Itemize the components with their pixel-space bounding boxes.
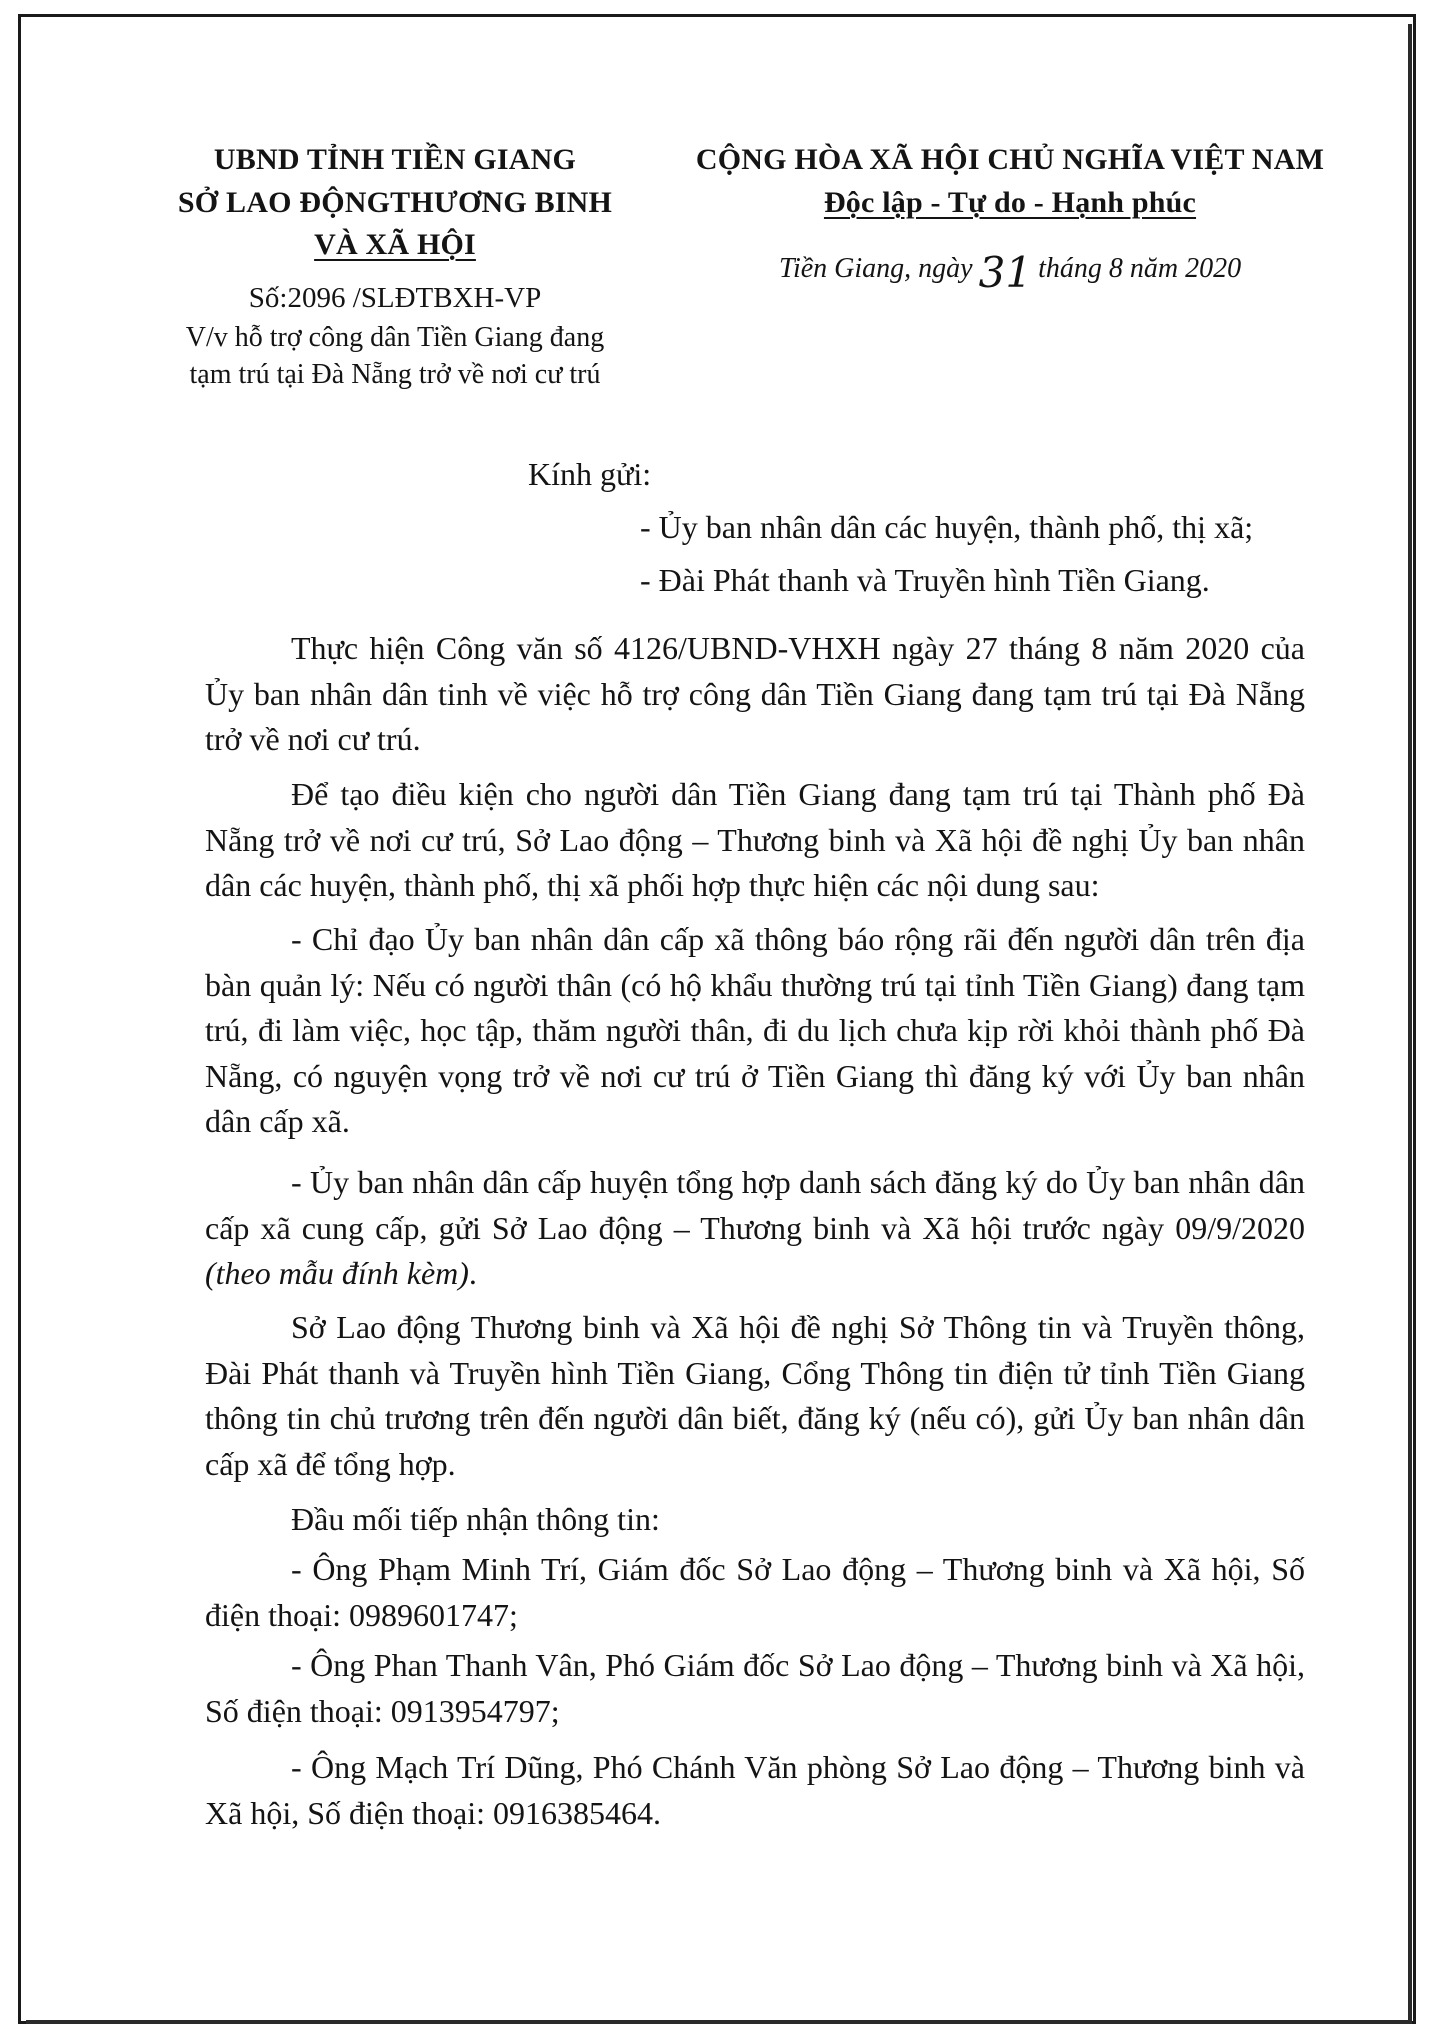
date-suffix: tháng 8 năm 2020 [1038, 253, 1242, 284]
org-line-1: UBND TỈNH TIỀN GIANG [213, 143, 577, 176]
recipient-2: - Đài Phát thanh và Truyền hình Tiền Giang. [640, 562, 1210, 598]
paragraph-1: Thực hiện Công văn số 4126/UBND-VHXH ngày 27 tháng 8 năm 2020 của Ủy ban nhân dân tinh về việc hỗ trợ công dân Tiền Giang đang tạm trú tại Đà Nẵng trở về nơi cư trú. [205, 630, 1305, 757]
date-prefix: Tiền Giang, ngày [778, 253, 973, 284]
paragraph-4-italic: (theo mẫu đính kèm) [205, 1255, 469, 1291]
contact-3: - Ông Mạch Trí Dũng, Phó Chánh Văn phòng Sở Lao động – Thương binh và Xã hội, Số điện thoại: 0916385464. [205, 1749, 1305, 1831]
org-line-2: SỞ LAO ĐỘNGTHƯƠNG BINH [177, 186, 613, 219]
country-name: CỘNG HÒA XÃ HỘI CHỦ NGHĨA VIỆT NAM [695, 143, 1325, 176]
subject-line-2: tạm trú tại Đà Nẵng trở về nơi cư trú [189, 359, 601, 390]
recipient-1: - Ủy ban nhân dân các huyện, thành phố, thị xã; [640, 509, 1254, 545]
motto [680, 186, 1340, 220]
date-day: 31 [978, 248, 1033, 297]
document-date [680, 238, 1340, 297]
motto-text: Độc lập - Tự do - Hạnh phúc [823, 186, 1197, 219]
subject-line-1: V/v hỗ trợ công dân Tiền Giang đang [185, 322, 605, 353]
contact-heading: Đầu mối tiếp nhận thông tin: [291, 1501, 660, 1537]
paragraph-4-text: - Ủy ban nhân dân cấp huyện tổng hợp danh sách đăng ký do Ủy ban nhân dân cấp xã cung cấp, gửi Sở Lao động – Thương binh và Xã hội trước ngày 09/9/2020 [205, 1164, 1305, 1246]
paragraph-5: Sở Lao động Thương binh và Xã hội đề nghị Sở Thông tin và Truyền thông, Đài Phát thanh và Truyền hình Tiền Giang, Cổng Thông tin điện tử tỉnh Tiền Giang thông tin chủ trương trên đến người dân biết, đăng ký (nếu có), gửi Ủy ban nhân dân cấp xã để tổng hợp. [205, 1309, 1305, 1482]
org-line-3-text: VÀ XÃ HỘI [314, 228, 476, 261]
contact-1: - Ông Phạm Minh Trí, Giám đốc Sở Lao động – Thương binh và Xã hội, Số điện thoại: 0989601747; [205, 1551, 1305, 1633]
paragraph-4-end: . [468, 1255, 477, 1291]
org-line-3 [150, 228, 640, 262]
paragraph-4 [205, 1160, 1305, 1297]
salutation: Kính gửi: [528, 456, 652, 492]
paragraph-3: - Chỉ đạo Ủy ban nhân dân cấp xã thông báo rộng rãi đến người dân trên địa bàn quản lý: Nếu có người thân (có hộ khẩu thường trú tại tỉnh Tiền Giang) đang tạm trú, đi làm việc, học tập, thăm người thân, đi du lịch chưa kịp rời khỏi thành phố Đà Nẵng, có nguyện vọng trở về nơi cư trú ở Tiền Giang thì đăng ký với Ủy ban nhân dân cấp xã. [205, 921, 1305, 1139]
paragraph-2: Để tạo điều kiện cho người dân Tiền Giang đang tạm trú tại Thành phố Đà Nẵng trở về nơi cư trú, Sở Lao động – Thương binh và Xã hội đề nghị Ủy ban nhân dân các huyện, thành phố, thị xã phối hợp thực hiện các nội dung sau: [205, 776, 1305, 903]
document-number: Số:2096 /SLĐTBXH-VP [248, 282, 542, 314]
contact-2: - Ông Phan Thanh Vân, Phó Giám đốc Sở Lao động – Thương binh và Xã hội, Số điện thoại: 0913954797; [205, 1647, 1305, 1729]
